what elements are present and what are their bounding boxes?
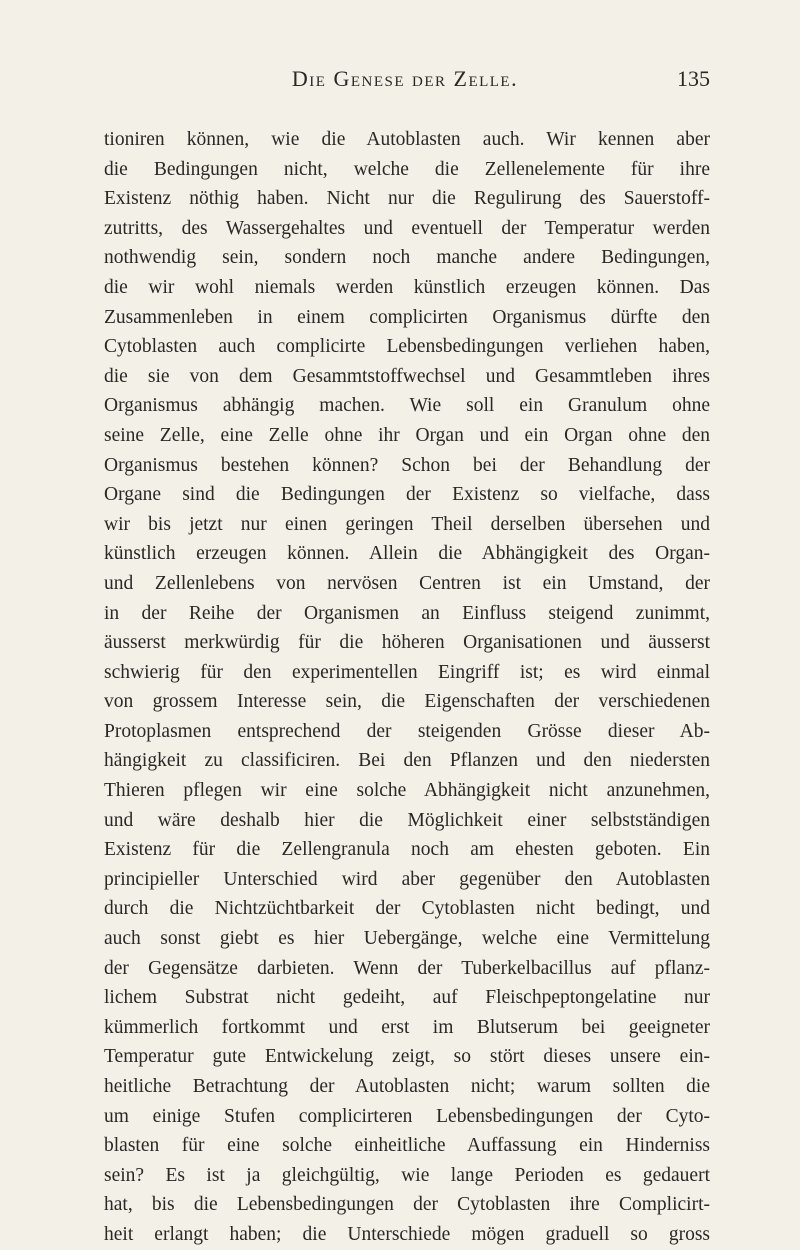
text-line: Protoplasmen entsprechend der steigenden Grösse dieser Ab-	[104, 720, 710, 742]
text-line: hängigkeit zu classificiren. Bei den Pflanzen und den niedersten	[104, 750, 710, 772]
text-line: Zusammenleben in einem complicirten Organismus dürfte den	[104, 306, 710, 328]
text-line: der Gegensätze darbieten. Wenn der Tuberkelbacillus auf pflanz-	[104, 957, 710, 979]
text-line: Organismus abhängig machen. Wie soll ein Granulum ohne	[104, 395, 710, 417]
text-line: principieller Unterschied wird aber gegenüber den Autoblasten	[104, 868, 710, 890]
text-line: heit erlangt haben; die Unterschiede mögen graduell so gross	[104, 1223, 710, 1245]
text-line: um einige Stufen complicirteren Lebensbedingungen der Cyto-	[104, 1105, 710, 1127]
body-text	[104, 125, 710, 1250]
text-line: die Bedingungen nicht, welche die Zellenelemente für ihre	[104, 158, 710, 180]
text-line: durch die Nichtzüchtbarkeit der Cytoblasten nicht bedingt, und	[104, 898, 710, 920]
text-line: Organe sind die Bedingungen der Existenz so vielfache, dass	[104, 484, 710, 506]
running-head	[100, 66, 710, 96]
text-line: und wäre deshalb hier die Möglichkeit einer selbstständigen	[104, 809, 710, 831]
text-line: die sie von dem Gesammtstoffwechsel und Gesammtleben ihres	[104, 365, 710, 387]
text-line: lichem Substrat nicht gedeiht, auf Fleischpeptongelatine nur	[104, 987, 710, 1009]
text-line: Existenz nöthig haben. Nicht nur die Regulirung des Sauerstoff-	[104, 188, 710, 210]
text-line: blasten für eine solche einheitliche Auffassung ein Hinderniss	[104, 1135, 710, 1157]
text-line: Thieren pflegen wir eine solche Abhängigkeit nicht anzunehmen,	[104, 780, 710, 802]
text-line: äusserst merkwürdig für die höheren Organisationen und äusserst	[104, 632, 710, 654]
text-line: tioniren können, wie die Autoblasten auch. Wir kennen aber	[104, 129, 710, 150]
text-line: die wir wohl niemals werden künstlich erzeugen können. Das	[104, 276, 710, 298]
running-title: Die Genese der Zelle.	[291, 66, 519, 91]
page-number: 135	[677, 66, 710, 91]
text-line: seine Zelle, eine Zelle ohne ihr Organ und ein Organ ohne den	[104, 424, 710, 446]
text-line: und Zellenlebens von nervösen Centren ist ein Umstand, der	[104, 572, 710, 594]
text-line: nothwendig sein, sondern noch manche andere Bedingungen,	[104, 247, 710, 269]
text-line: Cytoblasten auch complicirte Lebensbedingungen verliehen haben,	[104, 336, 710, 358]
text-line: künstlich erzeugen können. Allein die Abhängigkeit des Organ-	[104, 543, 710, 565]
text-line: auch sonst giebt es hier Uebergänge, welche eine Vermittelung	[104, 928, 710, 950]
text-line: heitliche Betrachtung der Autoblasten nicht; warum sollten die	[104, 1076, 710, 1097]
text-line: Organismus bestehen können? Schon bei der Behandlung der	[104, 454, 710, 476]
text-line: in der Reihe der Organismen an Einfluss steigend zunimmt,	[104, 602, 710, 624]
text-line: schwierig für den experimentellen Eingriff ist; es wird einmal	[104, 661, 710, 683]
text-line: von grossem Interesse sein, die Eigenschaften der verschiedenen	[104, 691, 710, 713]
text-line: kümmerlich fortkommt und erst im Blutserum bei geeigneter	[104, 1016, 710, 1038]
text-line: sein? Es ist ja gleichgültig, wie lange Perioden es gedauert	[104, 1164, 710, 1186]
text-line: Existenz für die Zellengranula noch am ehesten geboten. Ein	[104, 839, 710, 861]
text-line: hat, bis die Lebensbedingungen der Cytoblasten ihre Complicirt-	[104, 1194, 710, 1216]
text-line: zutritts, des Wassergehaltes und eventuell der Temperatur werden	[104, 217, 710, 239]
text-line: Temperatur gute Entwickelung zeigt, so stört dieses unsere ein-	[104, 1046, 710, 1068]
text-line: wir bis jetzt nur einen geringen Theil derselben übersehen und	[104, 513, 710, 535]
